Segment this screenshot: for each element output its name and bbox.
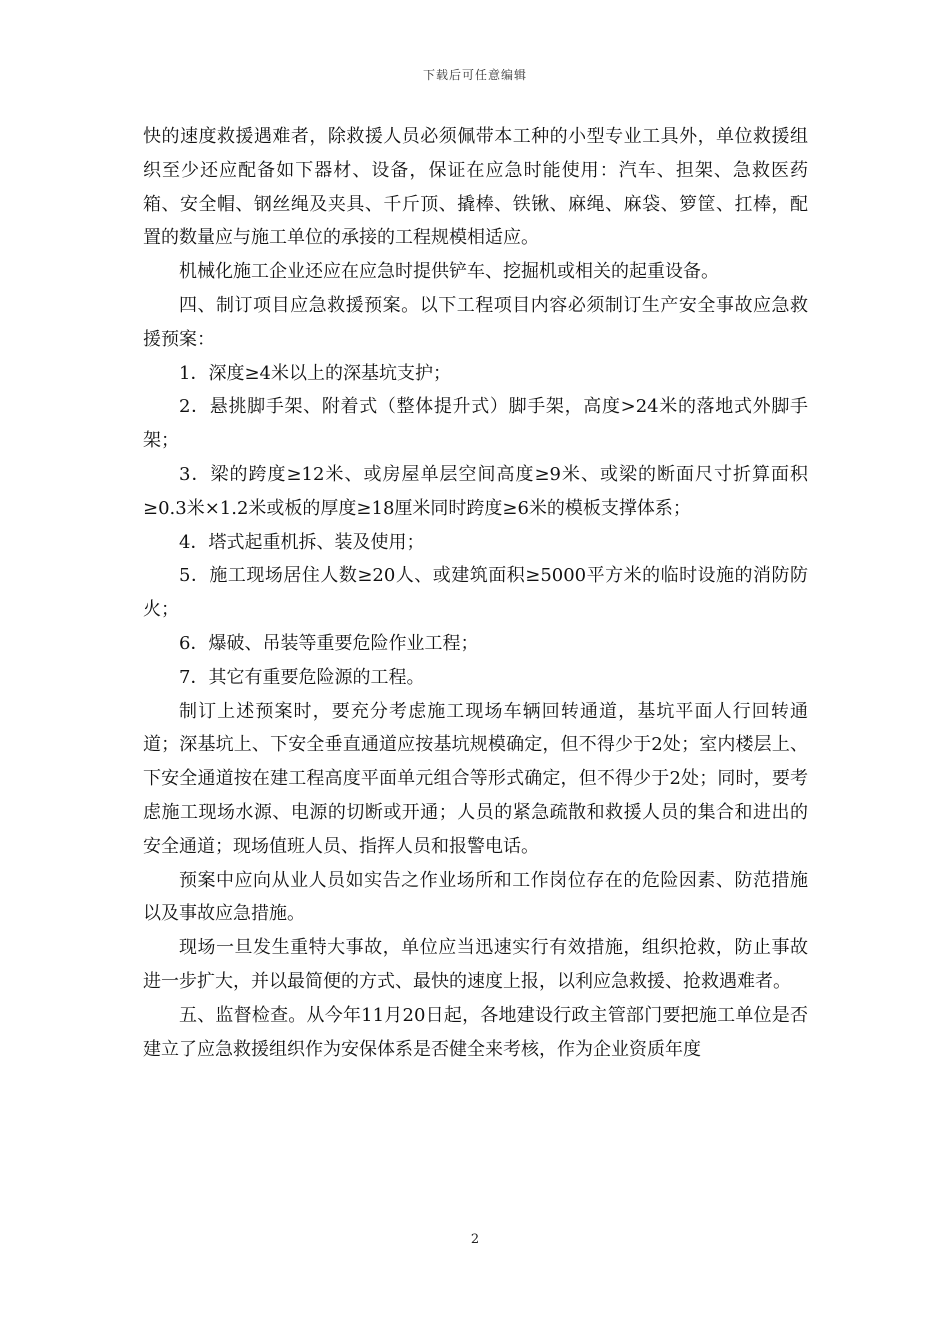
paragraph-accident-response: 现场一旦发生重特大事故，单位应当迅速实行有效措施，组织抢救，防止事故进一步扩大，并以最简便的方式、最快的速度上报，以利应急救援、抢救遇难者。 [143, 937, 808, 992]
paragraph-mechanized-equipment: 机械化施工企业还应在应急时提供铲车、挖掘机或相关的起重设备。 [179, 261, 719, 283]
list-item-4: 4．塔式起重机拆、装及使用； [179, 531, 425, 553]
paragraph-plan-requirements: 制订上述预案时，要充分考虑施工现场车辆回转通道，基坑平面人行回转通道；深基坑上、下安全垂直通道应按基坑规模确定，但不得少于2处；室内楼层上、下安全通道按在建工程高度平面单元组合等形式确定，但不得少于2处；同时，要考虑施工现场水源、电源的切断或开通；人员的紧急疏散和救援人员的集合和进出的安全通道；现场值班人员、指挥人员和报警电话。 [143, 700, 808, 857]
document-body [143, 120, 808, 1066]
paragraph-section-four: 四、制订项目应急救援预案。以下工程项目内容必须制订生产安全事故应急救援预案： [143, 294, 808, 350]
list-item-5: 5．施工现场居住人数≥20人、或建筑面积≥5000平方米的临时设施的消防防火； [143, 565, 808, 621]
paragraph-section-five: 五、监督检查。从今年11月20日起，各地建设行政主管部门要把施工单位是否建立了应急救援组织作为安保体系是否健全来考核，作为企业资质年度 [143, 1004, 808, 1060]
paragraph-continued: 快的速度救援遇难者，除救援人员必须佩带本工种的小型专业工具外，单位救援组织至少还应配备如下器材、设备，保证在应急时能使用：汽车、担架、急救医药箱、安全帽、钢丝绳及夹具、千斤顶、撬棒、铁锹、麻绳、麻袋、箩筐、扛棒，配置的数量应与施工单位的承接的工程规模相适应。 [143, 126, 808, 249]
list-item-7: 7．其它有重要危险源的工程。 [179, 666, 425, 688]
page-number: 2 [470, 1232, 480, 1247]
list-item-1: 1．深度≥4米以上的深基坑支护； [179, 362, 451, 384]
list-item-3: 3．梁的跨度≥12米、或房屋单层空间高度≥9米、或梁的断面尺寸折算面积≥0.3米×1.2米或板的厚度≥18厘米同时跨度≥6米的模板支撑体系； [143, 463, 808, 519]
list-item-2: 2．悬挑脚手架、附着式（整体提升式）脚手架，高度>24米的落地式外脚手架； [143, 396, 808, 452]
paragraph-hazard-notice: 预案中应向从业人员如实告之作业场所和工作岗位存在的危险因素、防范措施以及事故应急措施。 [143, 869, 808, 925]
page-header: 下载后可任意编辑 [422, 68, 527, 82]
list-item-6: 6．爆破、吊装等重要危险作业工程； [179, 632, 479, 654]
